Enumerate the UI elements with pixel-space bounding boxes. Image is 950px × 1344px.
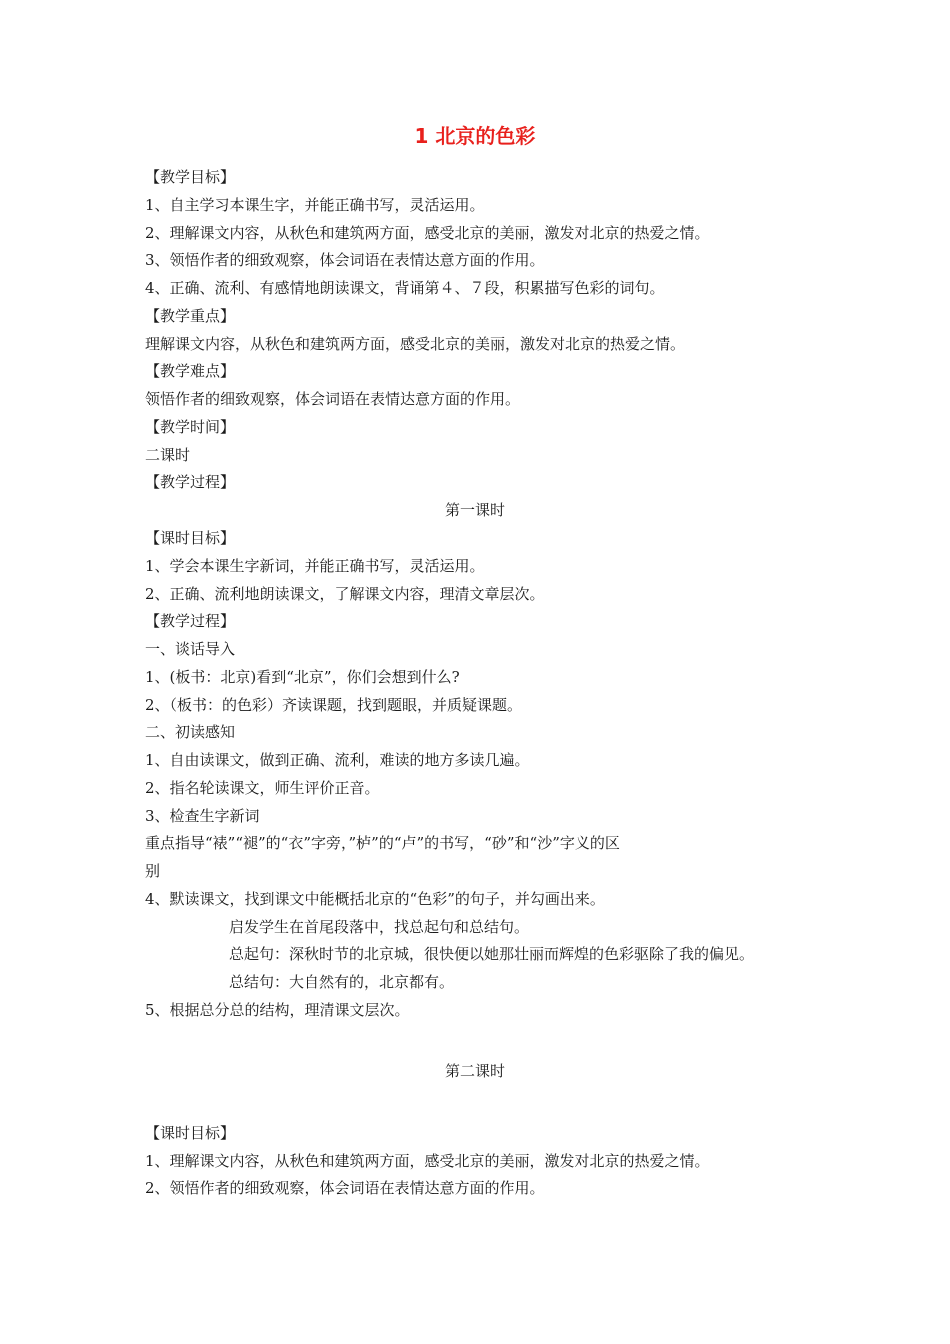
paragraph: 5、根据总分总的结构，理清课文层次。	[145, 1001, 410, 1019]
lesson-heading-first: 第一课时	[444, 501, 505, 519]
paragraph: 4、正确、流利、有感情地朗读课文，背诵第４、７段，积累描写色彩的词句。	[145, 279, 665, 297]
paragraph-indented: 启发学生在首尾段落中，找总起句和总结句。	[229, 918, 530, 936]
paragraph: 二课时	[145, 446, 191, 464]
section-heading-lesson-goals: 【课时目标】	[145, 529, 236, 547]
paragraph: 理解课文内容，从秋色和建筑两方面，感受北京的美丽，激发对北京的热爱之情。	[145, 335, 686, 353]
paragraph: 二、初读感知	[145, 723, 236, 741]
section-heading-key-points: 【教学重点】	[145, 307, 236, 325]
paragraph: 1、理解课文内容，从秋色和建筑两方面，感受北京的美丽，激发对北京的热爱之情。	[145, 1152, 710, 1170]
paragraph: 别	[145, 862, 161, 880]
section-heading-teaching-goals: 【教学目标】	[145, 168, 236, 186]
section-heading-lesson-goals: 【课时目标】	[145, 1124, 236, 1142]
paragraph: 2、正确、流利地朗读课文，了解课文内容，理清文章层次。	[145, 585, 545, 603]
paragraph: 1、自主学习本课生字，并能正确书写，灵活运用。	[145, 196, 485, 214]
paragraph: 领悟作者的细致观察，体会词语在表情达意方面的作用。	[145, 390, 521, 408]
paragraph-indented: 总起句：深秋时节的北京城，很快便以她那壮丽而辉煌的色彩驱除了我的偏见。	[229, 945, 755, 963]
paragraph: 1、自由读课文，做到正确、流利，难读的地方多读几遍。	[145, 751, 530, 769]
page-title: 1 北京的色彩	[414, 124, 536, 148]
paragraph: 重点指导“裱”“褪”的“衣”字旁，”栌”的“卢”的书写，“砂”和“沙”字义的区	[145, 834, 620, 852]
paragraph: 2、（板书：的色彩）齐读课题，找到题眼，并质疑课题。	[145, 696, 523, 714]
paragraph-indented: 总结句：大自然有的，北京都有。	[229, 973, 455, 991]
paragraph: 1、学会本课生字新词，并能正确书写，灵活运用。	[145, 557, 485, 575]
paragraph: 2、理解课文内容，从秋色和建筑两方面，感受北京的美丽，激发对北京的热爱之情。	[145, 224, 710, 242]
section-heading-difficulties: 【教学难点】	[145, 362, 236, 380]
paragraph: 1、(板书：北京)看到“北京”，你们会想到什么?	[145, 668, 460, 686]
paragraph: 2、领悟作者的细致观察，体会词语在表情达意方面的作用。	[145, 1179, 545, 1197]
section-heading-teaching-time: 【教学时间】	[145, 418, 236, 436]
paragraph: 4、默读课文，找到课文中能概括北京的“色彩”的句子，并勾画出来。	[145, 890, 605, 908]
section-heading-teaching-process: 【教学过程】	[145, 612, 236, 630]
paragraph: 一、谈话导入	[145, 640, 236, 658]
paragraph: 3、检查生字新词	[145, 807, 260, 825]
lesson-heading-second: 第二课时	[444, 1062, 505, 1080]
paragraph: 3、领悟作者的细致观察，体会词语在表情达意方面的作用。	[145, 251, 545, 269]
paragraph: 2、指名轮读课文，师生评价正音。	[145, 779, 380, 797]
section-heading-teaching-process: 【教学过程】	[145, 473, 236, 491]
